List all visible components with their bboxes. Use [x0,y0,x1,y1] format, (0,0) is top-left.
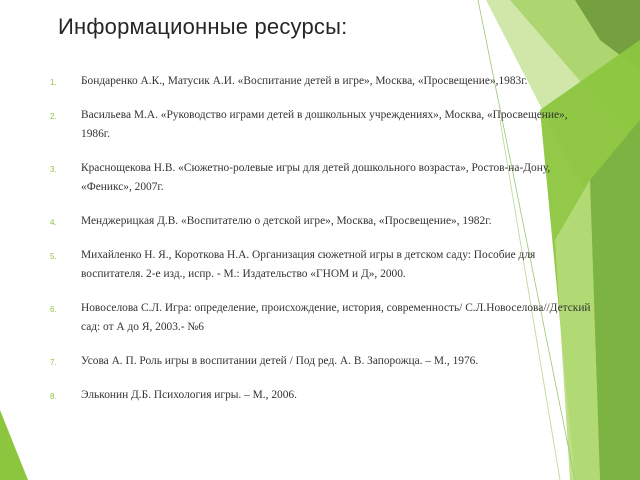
item-text: Бондаренко А.К., Матусик А.И. «Воспитание детей в игре», Москва, «Просвещение»,1983г. [81,75,528,87]
list-item [32,246,592,284]
list-item [32,159,592,197]
list-item [32,386,592,405]
item-text: Эльконин Д.Б. Психология игры. – М., 2006. [81,389,297,401]
left-green-triangle [0,410,28,480]
item-number: 4. [50,218,57,227]
item-text: Усова А. П. Роль игры в воспитании детей / Под ред. А. В. Запорожца. – М., 1976. [81,355,479,367]
item-number: 7. [50,358,57,367]
slide-title: Информационные ресурсы: [58,14,348,39]
item-text: Васильева М.А. «Руководство играми детей в дошкольных учреждениях», Москва, «Просвещение», 1986г. [81,109,568,140]
list-item [32,212,592,231]
item-number: 8. [50,392,57,401]
item-text: Краснощекова Н.В. «Сюжетно-ролевые игры для детей дошкольного возраста», Ростов-на-Дону, «Феникс», 2007г. [81,162,551,193]
reference-list [32,72,592,420]
item-number: 2. [50,112,57,121]
list-item [32,299,592,337]
item-number: 6. [50,305,57,314]
item-text: Новоселова С.Л. Игра: определение, происхождение, история, современность/ С.Л.Новоселова//Детский сад: от А до Я, 2003.- №6 [81,302,591,333]
item-text: Менджерицкая Д.В. «Воспитателю о детской игре», Москва, «Просвещение», 1982г. [81,215,492,227]
item-text: Михайленко Н. Я., Короткова Н.А. Организация сюжетной игры в детском саду: Пособие для воспитателя. 2-е изд., испр. - М.: Издательство «ГНОМ и Д», 2000. [81,249,536,280]
item-number: 1. [50,78,57,87]
list-item [32,72,592,91]
item-number: 5. [50,252,57,261]
list-item [32,106,592,144]
list-item [32,352,592,371]
item-number: 3. [50,165,57,174]
